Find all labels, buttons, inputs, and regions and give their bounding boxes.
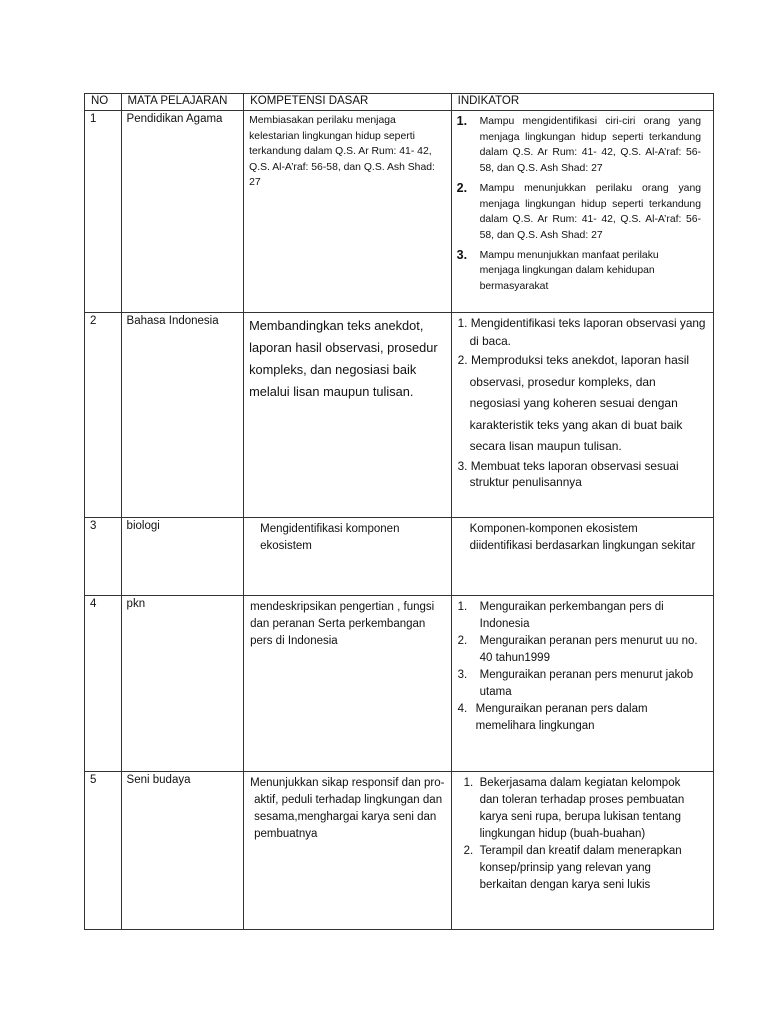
header-indikator: INDIKATOR [451,94,713,111]
list-item: 2. Terampil dan kreatif dalam menerapkan konsep/prinsip yang relevan yang berkaitan dengan karya seni lukis [463,845,682,891]
row-number: 4 [85,596,122,772]
indikator-list [464,775,699,894]
list-item: 2. Mampu menunjukkan perilaku orang yang menjaga lingkungan hidup seperti terkandung dalam Q.S. Ar Rum: 41- 42, Q.S. Al-A’raf: 56-58, dan Q.S. Ash Shad: 27 [456,180,701,241]
row-number: 1 [85,111,122,313]
indikator-cell [451,111,713,313]
kompetensi-cell: mendeskripsikan pengertian , fungsi dan peranan Serta perkembangan pers di Indonesia [244,596,452,772]
row-number: 5 [85,772,122,930]
indikator-cell: Komponen-komponen ekosistem diidentifikasi berdasarkan lingkungan sekitar [451,518,713,596]
kompetensi-cell: Membandingkan teks anekdot, laporan hasil observasi, prosedur kompleks, dan negosiasi baik melalui lisan maupun tulisan. [244,313,452,518]
indikator-list [458,314,707,490]
subject-cell: Seni budaya [121,772,244,930]
indikator-cell [451,313,713,518]
row-number: 3 [85,518,122,596]
subject-cell: pkn [121,596,244,772]
list-item: 4. Menguraikan peranan pers dalam memelihara lingkungan [457,703,648,732]
list-item: 1. Mampu mengidentifikasi ciri-ciri orang yang menjaga lingkungan hidup seperti terkandung dalam Q.S. Ar Rum: 41- 42, Q.S. Al-A’raf: 56-58, dan Q.S. Ash Shad: 27 [456,114,701,175]
kompetensi-cell: Mengidentifikasi komponen ekosistem [244,518,452,596]
indikator-list [457,114,701,295]
kompetensi-cell: Membiasakan perilaku menjaga kelestarian lingkungan hidup seperti terkandung dalam Q.S. Ar Rum: 41- 42, Q.S. Al-A’raf: 56-58, dan Q.S. Ash Shad: 27 [244,111,452,313]
header-no: NO [85,94,122,111]
kompetensi-text: Menunjukkan sikap responsif dan pro-aktif, peduli terhadap lingkungan dan sesama,menghargai karya seni dan pembuatnya [250,777,445,840]
table-row [85,518,714,596]
row-number: 2 [85,313,122,518]
header-kompetensi-dasar: KOMPETENSI DASAR [244,94,452,111]
kompetensi-cell [244,772,452,930]
list-item: 3. Membuat teks laporan observasi sesuai struktur penulisannya [457,458,679,489]
list-item: 2. Menguraikan peranan pers menurut uu no. 40 tahun1999 [457,635,698,664]
table-row [85,596,714,772]
table-row [85,772,714,930]
header-mata-pelajaran: MATA PELAJARAN [121,94,244,111]
subject-cell: Bahasa Indonesia [121,313,244,518]
list-item: 1. Bekerjasama dalam kegiatan kelompok dan toleran terhadap proses pembuatan karya seni rupa, berupa lukisan tentang lingkungan hidup (buah-buahan) [463,777,685,840]
table-row [85,111,714,313]
list-item: 1. Mengidentifikasi teks laporan observasi yang di baca. [457,316,706,348]
list-item: 3. Mampu menunjukkan manfaat perilaku menjaga lingkungan dalam kehidupan bermasyarakat [456,247,659,293]
table-row [85,313,714,518]
list-item: 2. Memproduksi teks anekdot, laporan hasil observasi, prosedur kompleks, dan negosiasi yang koheren sesuai dengan karakteristik teks yang akan di buat baik secara lisan maupun tulisan. [457,353,690,453]
subject-cell: Pendidikan Agama [121,111,244,313]
subject-cell: biologi [121,518,244,596]
indikator-list [458,599,707,735]
list-item: 1. Menguraikan perkembangan pers di Indonesia [457,601,664,630]
indikator-cell [451,772,713,930]
header-row [85,94,714,111]
indikator-cell [451,596,713,772]
list-item: 3. Menguraikan peranan pers menurut jakob utama [457,669,694,698]
curriculum-table [84,93,714,930]
